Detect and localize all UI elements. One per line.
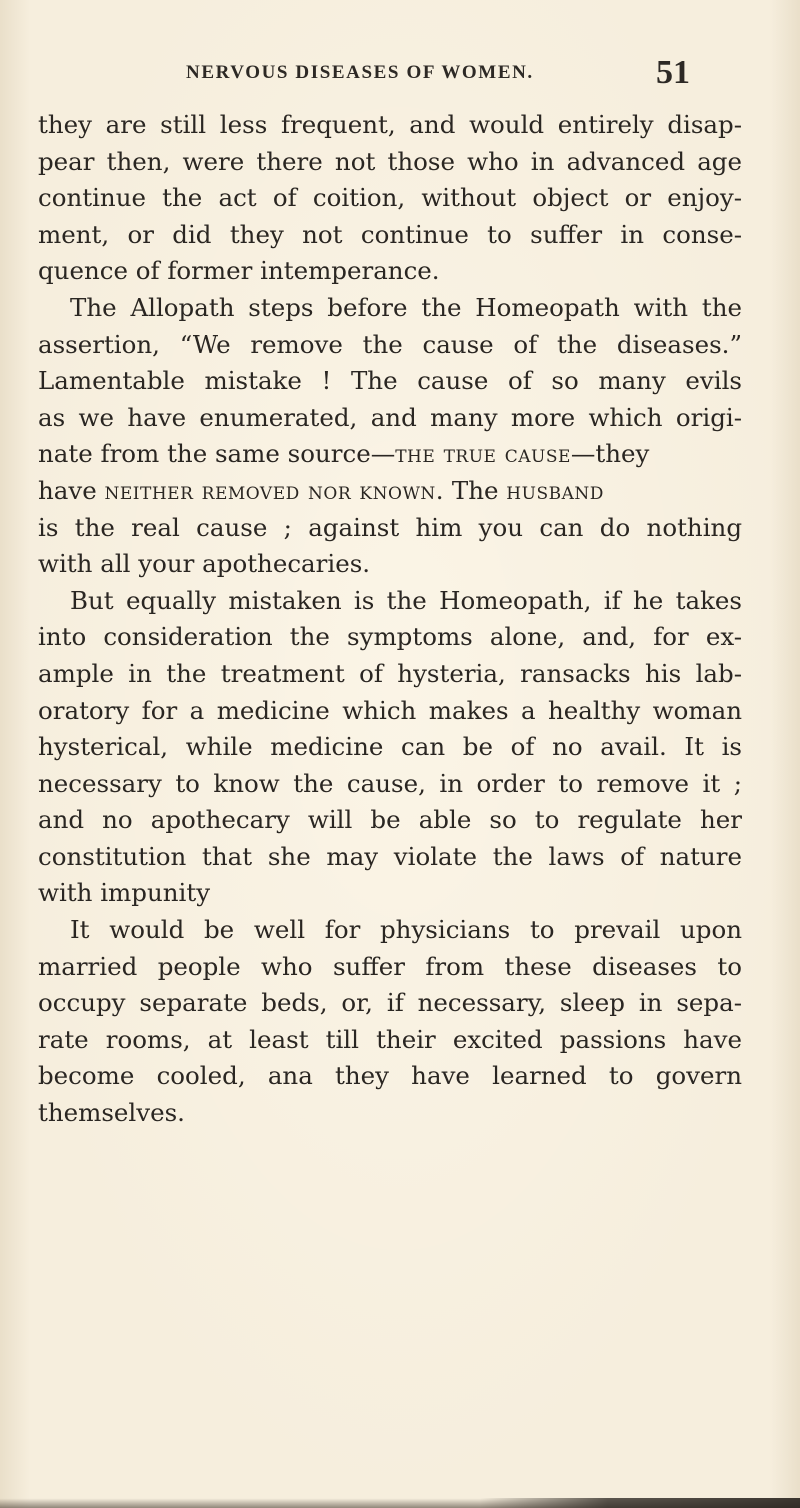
text-line: and no apothecary will be able so to regulate her: [38, 805, 742, 835]
text-line: constitution that she may violate the laws of nature: [38, 841, 742, 871]
text-span: nate from the same source—: [38, 439, 396, 469]
text-line: oratory for a medicine which makes a healthy woman: [38, 695, 742, 725]
text-line: assertion, “We remove the cause of the diseases.”: [38, 329, 742, 359]
text-line: they are still less frequent, and would entirely disap-: [38, 110, 742, 139]
text-line: rate rooms, at least till their excited passions have: [38, 1024, 742, 1054]
small-caps-phrase: the true cause: [395, 439, 571, 469]
text-line: [38, 473, 742, 510]
text-line: is the real cause ; against him you can do nothing: [38, 512, 742, 542]
text-line: ample in the treatment of hysteria, ransacks his lab-: [38, 658, 742, 688]
running-title: NERVOUS DISEASES OF WOMEN.: [186, 62, 534, 83]
text-line: ment, or did they not continue to suffer in conse-: [38, 219, 742, 249]
page-bottom-binding-shadow: [480, 1498, 800, 1508]
text-line: as we have enumerated, and many more which origi-: [38, 402, 742, 432]
body-text: [38, 107, 742, 1132]
page-header: [0, 54, 800, 92]
text-line: married people who suffer from these diseases to: [38, 951, 742, 981]
text-line: necessary to know the cause, in order to remove it ;: [38, 768, 742, 798]
text-line: hysterical, while medicine can be of no avail. It is: [38, 732, 742, 762]
text-line: with impunity: [38, 878, 211, 908]
text-line: themselves.: [38, 1098, 185, 1128]
small-caps-phrase: neither removed nor known.: [104, 475, 445, 505]
text-line: become cooled, ana they have learned to govern: [38, 1061, 742, 1091]
text-line: [38, 436, 742, 473]
small-caps-phrase: husband: [506, 475, 604, 505]
text-span: have: [38, 475, 105, 505]
text-line: with all your apothecaries.: [38, 549, 371, 579]
text-line: into consideration the symptoms alone, and, for ex-: [38, 622, 742, 652]
text-span: —they: [570, 439, 650, 469]
page-number: 51: [656, 54, 690, 91]
text-line: continue the act of coition, without object or enjoy-: [38, 183, 742, 213]
text-line: But equally mistaken is the Homeopath, if he takes: [70, 585, 742, 615]
text-line: quence of former intemperance.: [38, 256, 440, 286]
text-line: Lamentable mistake ! The cause of so many evils: [38, 366, 742, 396]
text-line: It would be well for physicians to prevail upon: [70, 915, 742, 945]
text-span: The: [444, 475, 507, 505]
text-line: occupy separate beds, or, if necessary, sleep in sepa-: [38, 988, 742, 1018]
text-line: The Allopath steps before the Homeopath with the: [70, 292, 742, 322]
text-line: pear then, were there not those who in advanced age: [38, 146, 742, 176]
